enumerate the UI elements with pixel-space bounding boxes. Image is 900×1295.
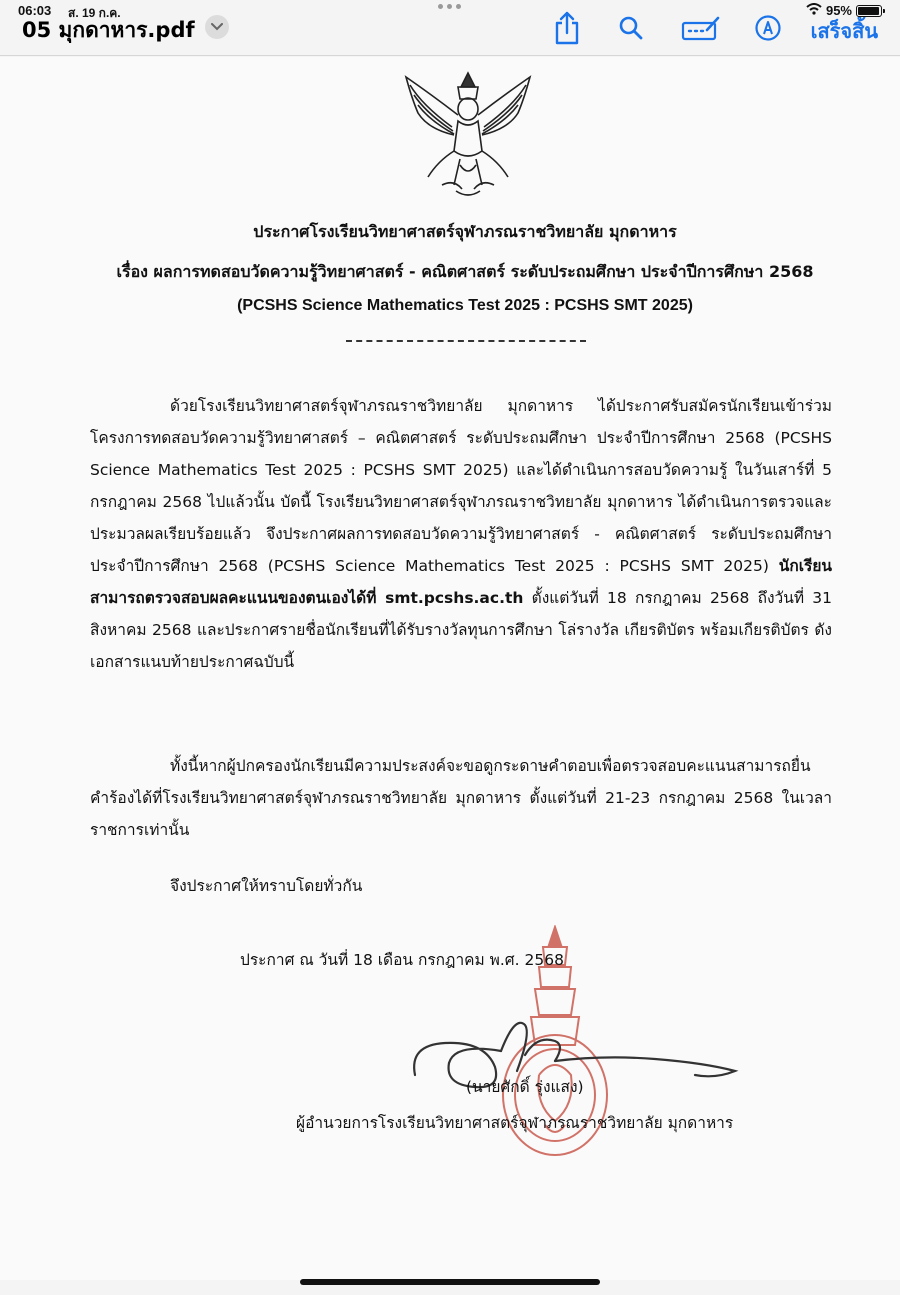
body-paragraph-1	[90, 390, 832, 678]
director-signature	[405, 1015, 745, 1115]
status-time: 06:03	[18, 3, 52, 18]
garuda-emblem	[398, 65, 538, 200]
announcement-date: ประกาศ ณ วันที่ 18 เดือน กรกฎาคม พ.ศ. 2568	[240, 951, 564, 969]
home-indicator[interactable]	[300, 1279, 600, 1285]
announcement-english-title: (PCSHS Science Mathematics Test 2025 : PCSHS SMT 2025)	[237, 297, 693, 314]
body-paragraph-3: จึงประกาศให้ทราบโดยทั่วกัน	[170, 877, 363, 895]
status-date: ส. 19 ก.ค.	[68, 6, 121, 20]
paragraph-1-text-end: ตั้งแต่วันที่ 18 กรกฎาคม 2568 ถึงวันที่ 31 สิงหาคม 2568 และประกาศรายชื่อนักเรียนที่ได้รับรางวัลทุนการศึกษา โล่รางวัล เกียรติบัตร พร้อมเกียรติบัตร ดังเอกสารแนบท้ายประกาศฉบับนี้	[90, 589, 832, 671]
pdf-page[interactable]	[0, 57, 900, 1280]
results-website-text: นักเรียนสามารถตรวจสอบผลคะแนนของตนเองได้ที่ smt.pcshs.ac.th	[90, 557, 832, 607]
signer-name: (นายศักดิ์ รุ่งแสง)	[466, 1078, 584, 1096]
paragraph-1-text: ด้วยโรงเรียนวิทยาศาสตร์จุฬาภรณราชวิทยาลัย มุกดาหาร ได้ประกาศรับสมัครนักเรียนเข้าร่วมโครงการทดสอบวัดความรู้วิทยาศาสตร์ – คณิตศาสตร์ ระดับประถมศึกษา ประจำปีการศึกษา 2568 (PCSHS Science Mathematics Test 2025 : PCSHS SMT 2025) และได้ดำเนินการสอบวัดความรู้ ในวันเสาร์ที่ 5 กรกฎาคม 2568 ไปแล้วนั้น บัดนี้ โรงเรียนวิทยาศาสตร์จุฬาภรณราชวิทยาลัย มุกดาหาร ได้ดำเนินการตรวจและประมวลผลเรียบร้อยแล้ว จึงประกาศผลการทดสอบวัดความรู้วิทยาศาสตร์ - คณิตศาสตร์ ระดับประถมศึกษา ประจำปีการศึกษา 2568 (PCSHS Science Mathematics Test 2025 : PCSHS SMT 2025)	[90, 397, 832, 575]
status-bar	[0, 0, 900, 20]
announcement-heading: ประกาศโรงเรียนวิทยาศาสตร์จุฬาภรณราชวิทยาลัย มุกดาหาร	[253, 222, 677, 241]
signer-title: ผู้อำนวยการโรงเรียนวิทยาศาสตร์จุฬาภรณราชวิทยาลัย มุกดาหาร	[296, 1114, 734, 1132]
document-title[interactable]: 05 มุกดาหาร.pdf	[22, 18, 195, 42]
battery-icon	[856, 5, 882, 17]
done-button[interactable]: เสร็จสิ้น	[811, 15, 878, 47]
wifi-icon	[806, 3, 822, 18]
battery-percent: 95%	[825, 3, 852, 18]
announcement-subject: เรื่อง ผลการทดสอบวัดความรู้วิทยาศาสตร์ - คณิตศาสตร์ ระดับประถมศึกษา ประจำปีการศึกษา 2568	[116, 262, 814, 281]
dashed-divider	[346, 340, 586, 342]
status-indicators	[806, 3, 882, 18]
body-paragraph-2: ทั้งนี้หากผู้ปกครองนักเรียนมีความประสงค์จะขอดูกระดาษคำตอบเพื่อตรวจสอบคะแนนสามารถยื่นคำร้องได้ที่โรงเรียนวิทยาศาสตร์จุฬาภรณราชวิทยาลัย มุกดาหาร ตั้งแต่วันที่ 21-23 กรกฎาคม 2568 ในเวลาราชการเท่านั้น	[90, 757, 832, 839]
